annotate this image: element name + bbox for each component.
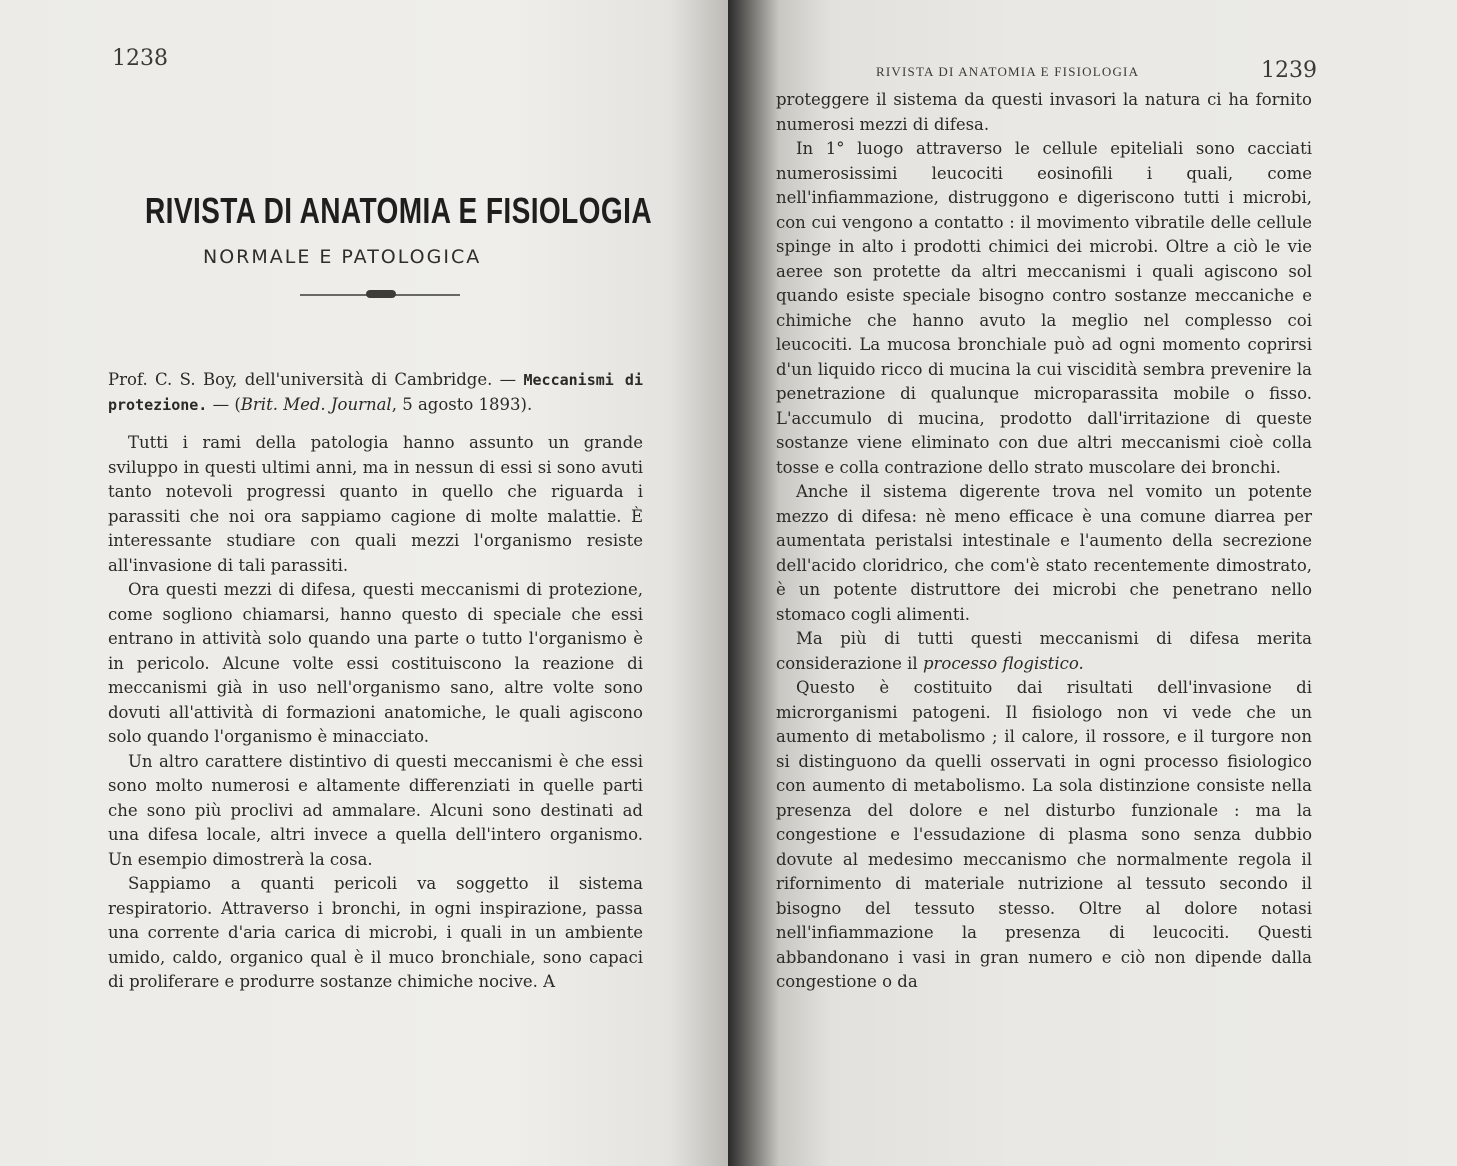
- citation-dash: — (: [207, 394, 241, 414]
- paragraph-text: Ma più di tutti questi meccanismi di difesa merita considerazione il: [776, 629, 1312, 673]
- paragraph: Tutti i rami della patologia hanno assunto un grande sviluppo in questi ultimi anni, ma in nessun di essi si sono avuti tanto notevoli progressi quanto in quello che riguarda i parassiti che noi ora sappiamo cagione di molte malattie. È interessante studiare con quali mezzi l'organismo resiste all'invasione di tali parassiti.: [108, 433, 643, 575]
- right-column: [776, 88, 1312, 995]
- citation-author: Prof. C. S. Boy, dell'università di Cambridge. —: [108, 370, 524, 389]
- citation-journal: Brit. Med. Journal: [240, 394, 392, 414]
- citation-date: , 5 agosto 1893).: [391, 394, 533, 414]
- spacer: [108, 417, 643, 431]
- right-page: [728, 0, 1457, 1166]
- rule-ornament: [366, 290, 396, 298]
- paragraph: proteggere il sistema da questi invasori la natura ci ha fornito numerosi mezzi di difesa.: [776, 90, 1312, 134]
- left-page-number: 1238: [112, 46, 168, 71]
- paragraph: Un altro carattere distintivo di questi meccanismi è che essi sono molto numerosi e altamente differenziati in quelle parti che sono più proclivi ad ammalare. Alcuni sono destinati ad una difesa locale, altri invece a quella dell'intero organismo. Un esempio dimostrerà la cosa.: [108, 751, 643, 869]
- citation: [108, 368, 643, 417]
- paragraph: Sappiamo a quanti pericoli va soggetto il sistema respiratorio. Attraverso i bronchi, in ogni inspirazione, passa una corrente d'aria carica di microbi, i quali in un ambiente umido, caldo, organico qual è il muco bronchiale, sono capaci di proliferare e produrre sostanze chimiche nocive. A: [108, 874, 643, 991]
- paragraph: Anche il sistema digerente trova nel vomito un potente mezzo di difesa: nè meno efficace è una comune diarrea per aumentata peristalsi intestinale e l'aumento della secrezione dell'acido cloridrico, che com'è stato recentemente dimostrato, è un potente distruttore dei microbi che penetrano nello stomaco cogli alimenti.: [776, 482, 1312, 624]
- italic-term: processo flogistico.: [922, 653, 1084, 673]
- paragraph: In 1° luogo attraverso le cellule epiteliali sono cacciati numerosissimi leucociti eosinofili i quali, come nell'infiammazione, distruggono e digeriscono tutti i microbi, con cui vengono a contatto : il movimento vibratile delle cellule spinge in alto i prodotti chimici dei microbi. Oltre a ciò le vie aeree son protette da altri meccanismi i quali agiscono sol quando esiste speciale bisogno contro sostanze meccaniche e chimiche che hanno avuto la meglio nel complesso coi leucociti. La mucosa bronchiale può ad ogni momento coprirsi d'un liquido ricco di mucina la cui viscidità sembra prevenire la penetrazione di qualunque microparassita mobile o fisso. L'accumulo di mucina, prodotto dall'irritazione di queste sostanze viene eliminato con due altri meccanismi cioè colla tosse e colla contrazione dello strato muscolare dei bronchi.: [776, 139, 1312, 477]
- paragraph: Ora questi mezzi di difesa, questi meccanismi di protezione, come sogliono chiamarsi, hanno questo di speciale che essi entrano in attività solo quando una parte o tutto l'organismo è in pericolo. Alcune volte essi costituiscono la reazione di meccanismi già in uso nell'organismo sano, altre volte sono dovuti all'attività di formazioni anatomiche, le quali agiscono solo quando l'organismo è minacciato.: [108, 580, 643, 746]
- citation-article-title: Meccanismi di protezione.: [108, 371, 643, 414]
- left-column: [108, 368, 643, 995]
- paragraph: Questo è costituito dai risultati dell'invasione di microrganismi patogeni. Il fisiologo non vi vede che un aumento di metabolismo ; il calore, il rossore, e il turgore non si distinguono da quelli osservati in ogni processo fisiologico con aumento di metabolismo. La sola distinzione consiste nella presenza del dolore e nel disturbo funzionale : ma la congestione e l'essudazione di plasma sono senza dubbio dovute al medesimo meccanismo che normalmente regola il rifornimento di materiale nutrizione al tessuto secondo il bisogno del tessuto stesso. Oltre al dolore notasi nell'infiammazione la presenza di leucociti. Questi abbandonano i vasi in gran numero e ciò non dipende dalla congestione o da: [776, 678, 1312, 991]
- journal-subtitle: NORMALE E PATOLOGICA: [203, 246, 482, 268]
- left-page: [0, 0, 728, 1166]
- paragraph: [776, 627, 1312, 676]
- running-head: RIVISTA DI ANATOMIA E FISIOLOGIA: [876, 64, 1140, 79]
- journal-title: RIVISTA DI ANATOMIA E FISIOLOGIA: [145, 190, 653, 231]
- right-page-number: 1239: [1261, 58, 1317, 83]
